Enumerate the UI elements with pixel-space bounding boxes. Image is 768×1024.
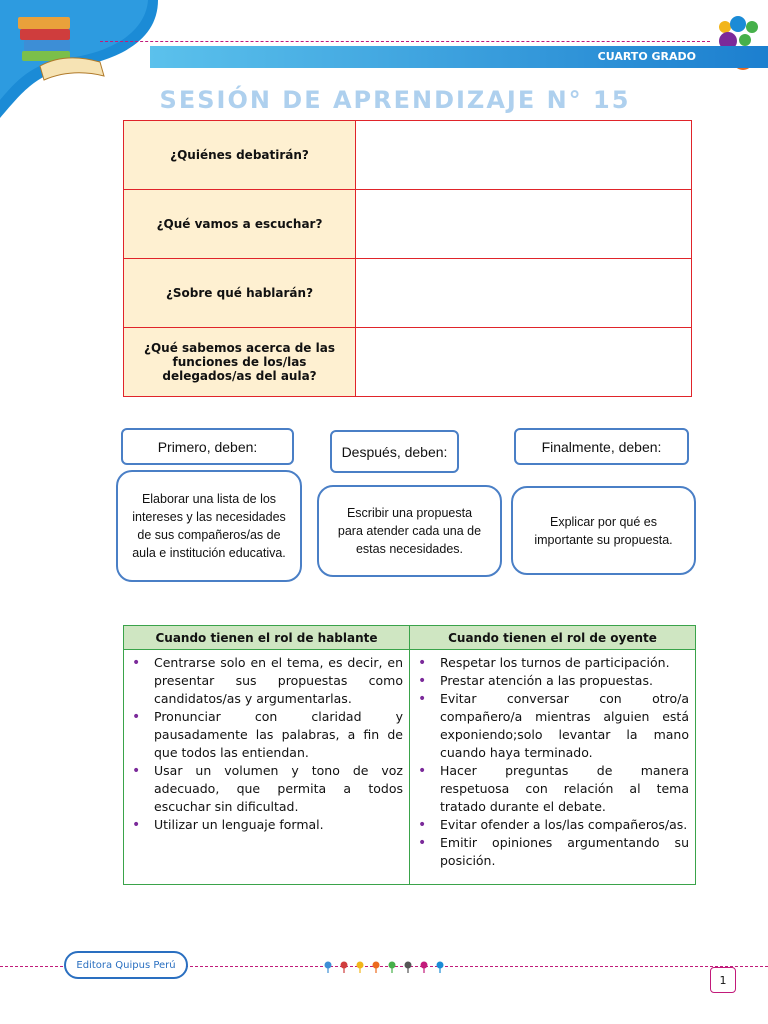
header-dashed-line <box>100 41 710 42</box>
step-first-heading: Primero, deben: <box>121 428 294 465</box>
table-header-row <box>124 626 696 650</box>
question-cell: ¿Sobre qué hablarán? <box>124 259 356 328</box>
list-item: • Usar un volumen y tono de voz adecuado, que permita a todos escuchar sin dificultad. <box>130 762 403 816</box>
step-second-heading: Después, deben: <box>330 430 459 473</box>
listener-header: Cuando tienen el rol de oyente <box>410 626 696 650</box>
publisher-badge: Editora Quipus Perú <box>64 951 188 979</box>
list-item: • Centrarse solo en el tema, es decir, en presentar sus propuestas como candidatos/as y argumentarlas. <box>130 654 403 708</box>
list-item: • Prestar atención a las propuestas. <box>416 672 689 690</box>
question-cell: ¿Quiénes debatirán? <box>124 121 356 190</box>
grade-label: CUARTO GRADO <box>597 50 696 63</box>
speaker-cell <box>124 650 410 885</box>
list-item: • Hacer preguntas de manera respetuosa con relación al tema tratado durante el debate. <box>416 762 689 816</box>
list-item: • Pronunciar con claridad y pausadamente las palabras, a fin de que todos las entiendan. <box>130 708 403 762</box>
question-cell: ¿Qué vamos a escuchar? <box>124 190 356 259</box>
answer-cell[interactable] <box>356 190 692 259</box>
table-row <box>124 650 696 885</box>
page-title: SESIÓN DE APRENDIZAJE N° 15 <box>159 86 631 114</box>
list-item: • Evitar ofender a los/las compañeros/as. <box>416 816 689 834</box>
questions-table <box>123 120 692 397</box>
step-first-text: Elaborar una lista de los intereses y las necesidades de sus compañeros/as de aula e institución educativa. <box>116 470 302 582</box>
question-cell: ¿Qué sabemos acerca de las funciones de los/las delegados/as del aula? <box>124 328 356 397</box>
listener-cell <box>410 650 696 885</box>
roles-table <box>123 625 696 885</box>
step-second-text: Escribir una propuesta para atender cada una de estas necesidades. <box>317 485 502 577</box>
list-item: • Evitar conversar con otro/a compañero/a mientras alguien está exponiendo;solo levantar la mano cuando haya terminado. <box>416 690 689 762</box>
pin-dots-icon <box>322 957 446 977</box>
step-final-heading: Finalmente, deben: <box>514 428 689 465</box>
answer-cell[interactable] <box>356 328 692 397</box>
speaker-header: Cuando tienen el rol de hablante <box>124 626 410 650</box>
page-number: 1 <box>710 967 736 993</box>
table-row <box>124 121 692 190</box>
step-final-text: Explicar por qué es importante su propuesta. <box>511 486 696 575</box>
answer-cell[interactable] <box>356 259 692 328</box>
table-row <box>124 190 692 259</box>
list-item: • Emitir opiniones argumentando su posición. <box>416 834 689 870</box>
table-row <box>124 328 692 397</box>
list-item: • Utilizar un lenguaje formal. <box>130 816 403 834</box>
list-item: • Respetar los turnos de participación. <box>416 654 689 672</box>
speaker-list <box>130 654 403 834</box>
table-row <box>124 259 692 328</box>
listener-list <box>416 654 689 870</box>
answer-cell[interactable] <box>356 121 692 190</box>
